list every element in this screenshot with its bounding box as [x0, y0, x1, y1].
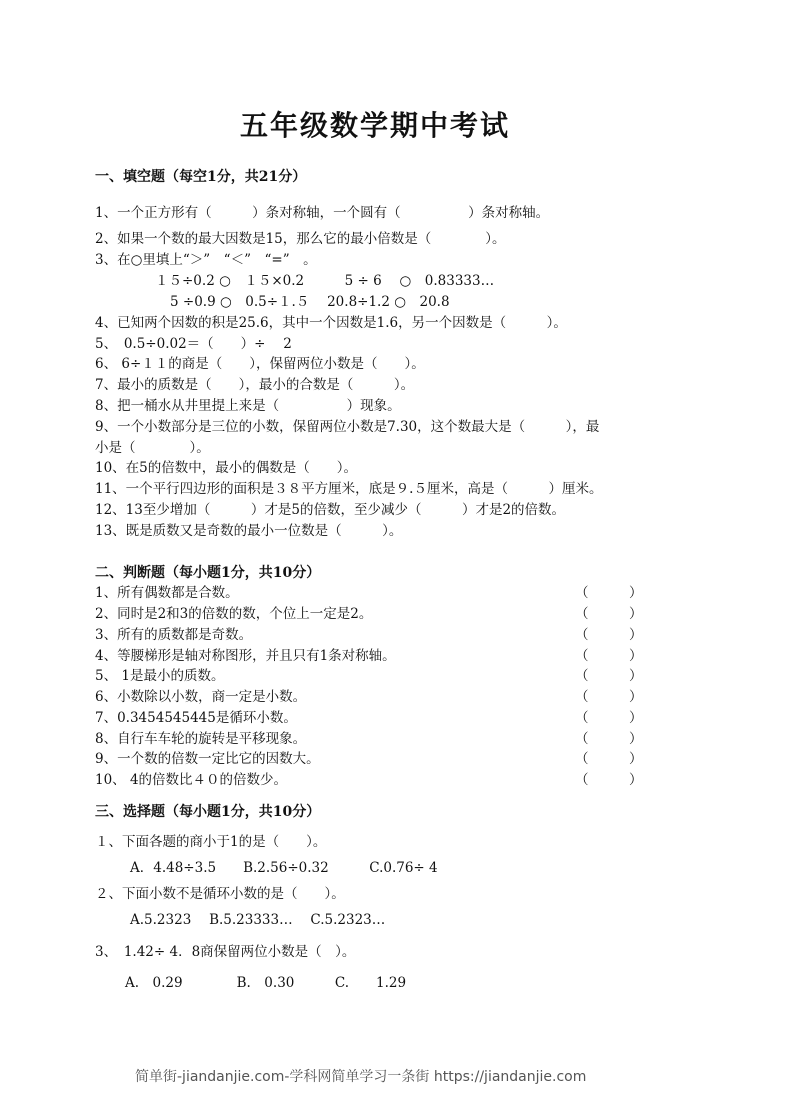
question-line: 5 ÷0.9 ○ 0.5÷１.５ 20.8÷1.2 ○ 20.8 [170, 294, 450, 310]
question-line: １５÷0.2 ○ １５×0.2 5 ÷ 6 ○ 0.83333… [155, 273, 495, 289]
footer-watermark: 简单街-jiandanjie.com-学科网简单学习一条街 https://jiandanjie.com [135, 1069, 587, 1085]
page-title: 五年级数学期中考试 [240, 109, 511, 142]
question-line: 1、一个正方形有（ ）条对称轴，一个圆有（ ）条对称轴。 [95, 205, 550, 221]
question-line: 9、一个小数部分是三位的小数，保留两位小数是7.30，这个数最大是（ ），最 [95, 419, 600, 435]
choice-options: A．4.48÷3.5 B.2.56÷0.32 C.0.76÷ 4 [130, 860, 438, 876]
question-line: 5、 0.5÷0.02＝（ ）÷ 2 [95, 336, 292, 352]
question-line: 6、 6÷１１的商是（ ），保留两位小数是（ ）。 [95, 356, 425, 372]
section-heading-multiple-choice: 三、选择题（每小题1分，共10分） [95, 804, 321, 820]
section-heading-fill-blank: 一、填空题（每空1分，共21分） [95, 169, 307, 185]
judge-item-text: 6、小数除以小数，商一定是小数。 [95, 689, 307, 705]
judge-item-text: 7、0.3454545445是循环小数。 [95, 710, 297, 726]
judge-item-text: 1、所有偶数都是合数。 [95, 585, 239, 601]
judge-item-answer: （ ） [575, 731, 643, 747]
question-line: 10、在5的倍数中，最小的偶数是（ ）。 [95, 460, 358, 476]
question-line: 2、如果一个数的最大因数是15，那么它的最小倍数是（ ）。 [95, 231, 506, 247]
judge-item-answer: （ ） [575, 772, 643, 788]
judge-item-answer: （ ） [575, 627, 643, 643]
question-line: 7、最小的质数是（ ），最小的合数是（ ）。 [95, 377, 415, 393]
question-line: 4、已知两个因数的积是25.6，其中一个因数是1.6，另一个因数是（ ）。 [95, 315, 567, 331]
question-line: 13、既是质数又是奇数的最小一位数是（ ）。 [95, 523, 403, 539]
choice-options: A.5.2323 B.5.23333… C.5.2323… [130, 912, 386, 928]
judge-item-text: 2、同时是2和3的倍数的数，个位上一定是2。 [95, 606, 373, 622]
choice-question: １、下面各题的商小于1的是（ ）。 [95, 834, 327, 850]
judge-item-answer: （ ） [575, 710, 643, 726]
judge-item-text: 10、 4的倍数比４０的倍数少。 [95, 772, 288, 788]
choice-question: ２、下面小数不是循环小数的是（ ）。 [95, 886, 345, 902]
judge-item-text: 9、一个数的倍数一定比它的因数大。 [95, 751, 320, 767]
question-line: 12、13至少增加（ ）才是5的倍数，至少减少（ ）才是2的倍数。 [95, 502, 566, 518]
section-heading-true-false: 二、判断题（每小题1分，共10分） [95, 565, 321, 581]
judge-item-text: 4、等腰梯形是轴对称图形，并且只有1条对称轴。 [95, 648, 396, 664]
judge-item-answer: （ ） [575, 606, 643, 622]
judge-item-answer: （ ） [575, 751, 643, 767]
judge-item-answer: （ ） [575, 585, 643, 601]
question-line: 11、一个平行四边形的面积是３８平方厘米，底是９.５厘米，高是（ ）厘米。 [95, 481, 603, 497]
question-line: 3、在○里填上“＞” “＜” “=” 。 [95, 252, 317, 268]
judge-item-answer: （ ） [575, 668, 643, 684]
judge-item-text: 8、自行车车轮的旋转是平移现象。 [95, 731, 307, 747]
choice-question: 3、 1.42÷ 4．8商保留两位小数是（ ）。 [95, 944, 356, 960]
question-line: 小是（ ）。 [95, 440, 210, 456]
judge-item-answer: （ ） [575, 689, 643, 705]
choice-options: A. 0.29 B. 0.30 C. 1.29 [125, 975, 407, 991]
judge-item-text: 3、所有的质数都是奇数。 [95, 627, 253, 643]
judge-item-text: 5、 1是最小的质数。 [95, 668, 225, 684]
judge-item-answer: （ ） [575, 648, 643, 664]
question-line: 8、把一桶水从井里提上来是（ ）现象。 [95, 398, 401, 414]
